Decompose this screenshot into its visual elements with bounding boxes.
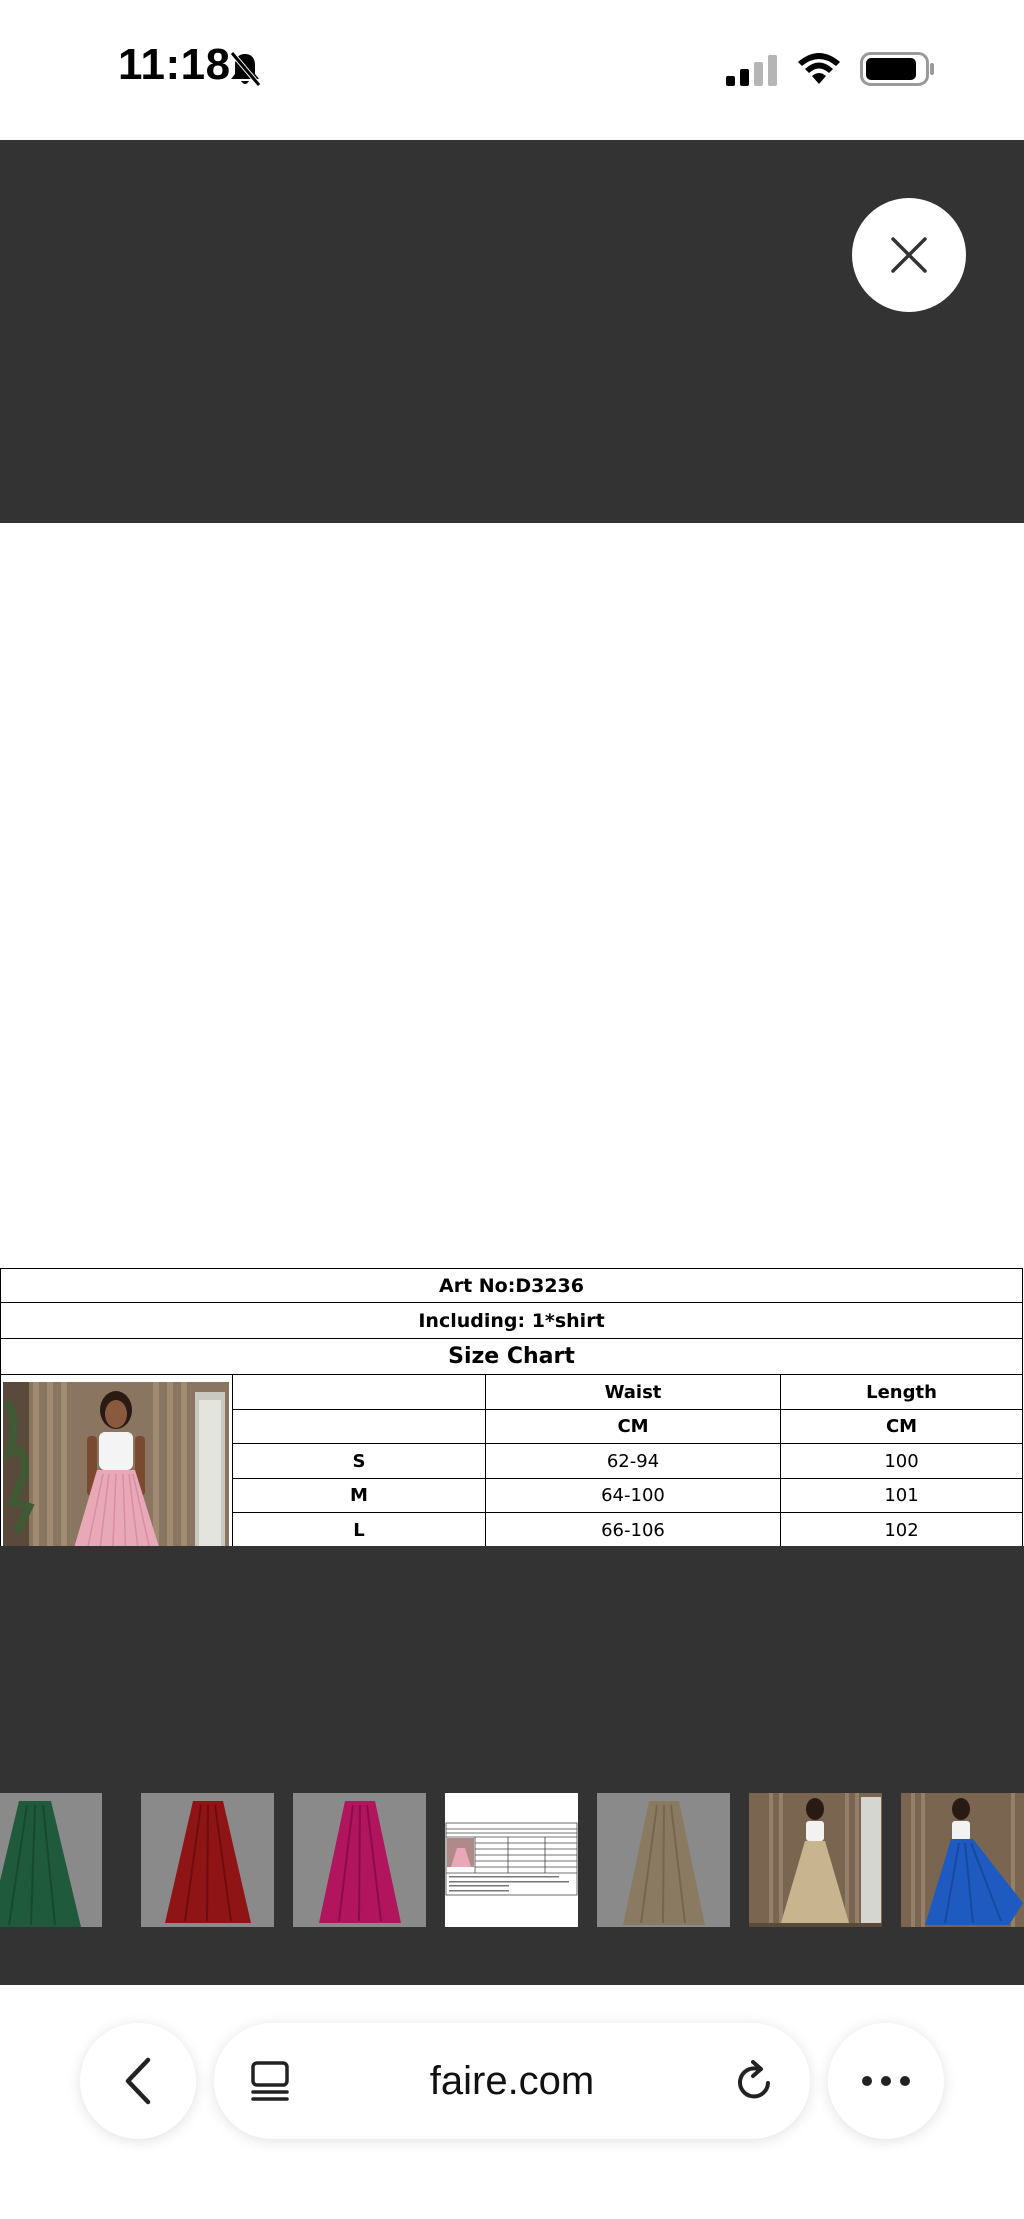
- thumbnail-size-chart[interactable]: [445, 1793, 578, 1927]
- size-cell: M: [233, 1479, 485, 1513]
- browser-toolbar: [0, 1985, 1024, 2219]
- length-unit: CM: [781, 1410, 1022, 1444]
- close-button[interactable]: [852, 198, 966, 312]
- chevron-left-icon: [120, 2056, 156, 2106]
- thumbnail-gold-skirt-model[interactable]: [749, 1793, 882, 1927]
- length-cell: 102: [781, 1513, 1022, 1548]
- thumbnail-strip: [0, 1793, 1024, 1927]
- unit-blank-cell: [233, 1410, 485, 1444]
- cellular-signal-icon: [724, 54, 780, 86]
- more-options-button[interactable]: [828, 2023, 944, 2139]
- including-text: Including: 1*shirt: [1, 1303, 1022, 1339]
- thumbnail-red-skirt[interactable]: [141, 1793, 274, 1927]
- length-cell: 101: [781, 1479, 1022, 1513]
- battery-icon: [860, 52, 936, 86]
- status-bar: [0, 0, 1024, 140]
- thumbnail-blue-skirt-model[interactable]: [901, 1793, 1024, 1927]
- size-cell: L: [233, 1513, 485, 1548]
- length-cell: 100: [781, 1444, 1022, 1479]
- length-header: Length: [781, 1375, 1022, 1410]
- art-number: Art No:D3236: [1, 1269, 1022, 1303]
- reload-icon[interactable]: [734, 2059, 778, 2105]
- close-icon: [889, 235, 929, 275]
- size-cell: S: [233, 1444, 485, 1479]
- product-image[interactable]: [0, 523, 1024, 1546]
- size-chart-title: Size Chart: [1, 1339, 1022, 1375]
- thumbnail-green-skirt[interactable]: [0, 1793, 102, 1927]
- size-header-cell: [233, 1375, 485, 1410]
- waist-cell: 66-106: [486, 1513, 780, 1548]
- url-text: faire.com: [429, 2058, 595, 2103]
- waist-cell: 62-94: [486, 1444, 780, 1479]
- thumbnail-khaki-skirt[interactable]: [597, 1793, 730, 1927]
- status-time: 11:18: [118, 40, 231, 89]
- bell-slash-icon: [228, 50, 262, 88]
- waist-cell: 64-100: [486, 1479, 780, 1513]
- viewer-top-backdrop: [0, 140, 1024, 523]
- back-button[interactable]: [80, 2023, 196, 2139]
- ellipsis-icon: [861, 2075, 911, 2087]
- address-bar[interactable]: [214, 2023, 810, 2139]
- wifi-icon: [796, 50, 842, 86]
- waist-header: Waist: [486, 1375, 780, 1410]
- thumbnail-magenta-skirt[interactable]: [293, 1793, 426, 1927]
- waist-unit: CM: [486, 1410, 780, 1444]
